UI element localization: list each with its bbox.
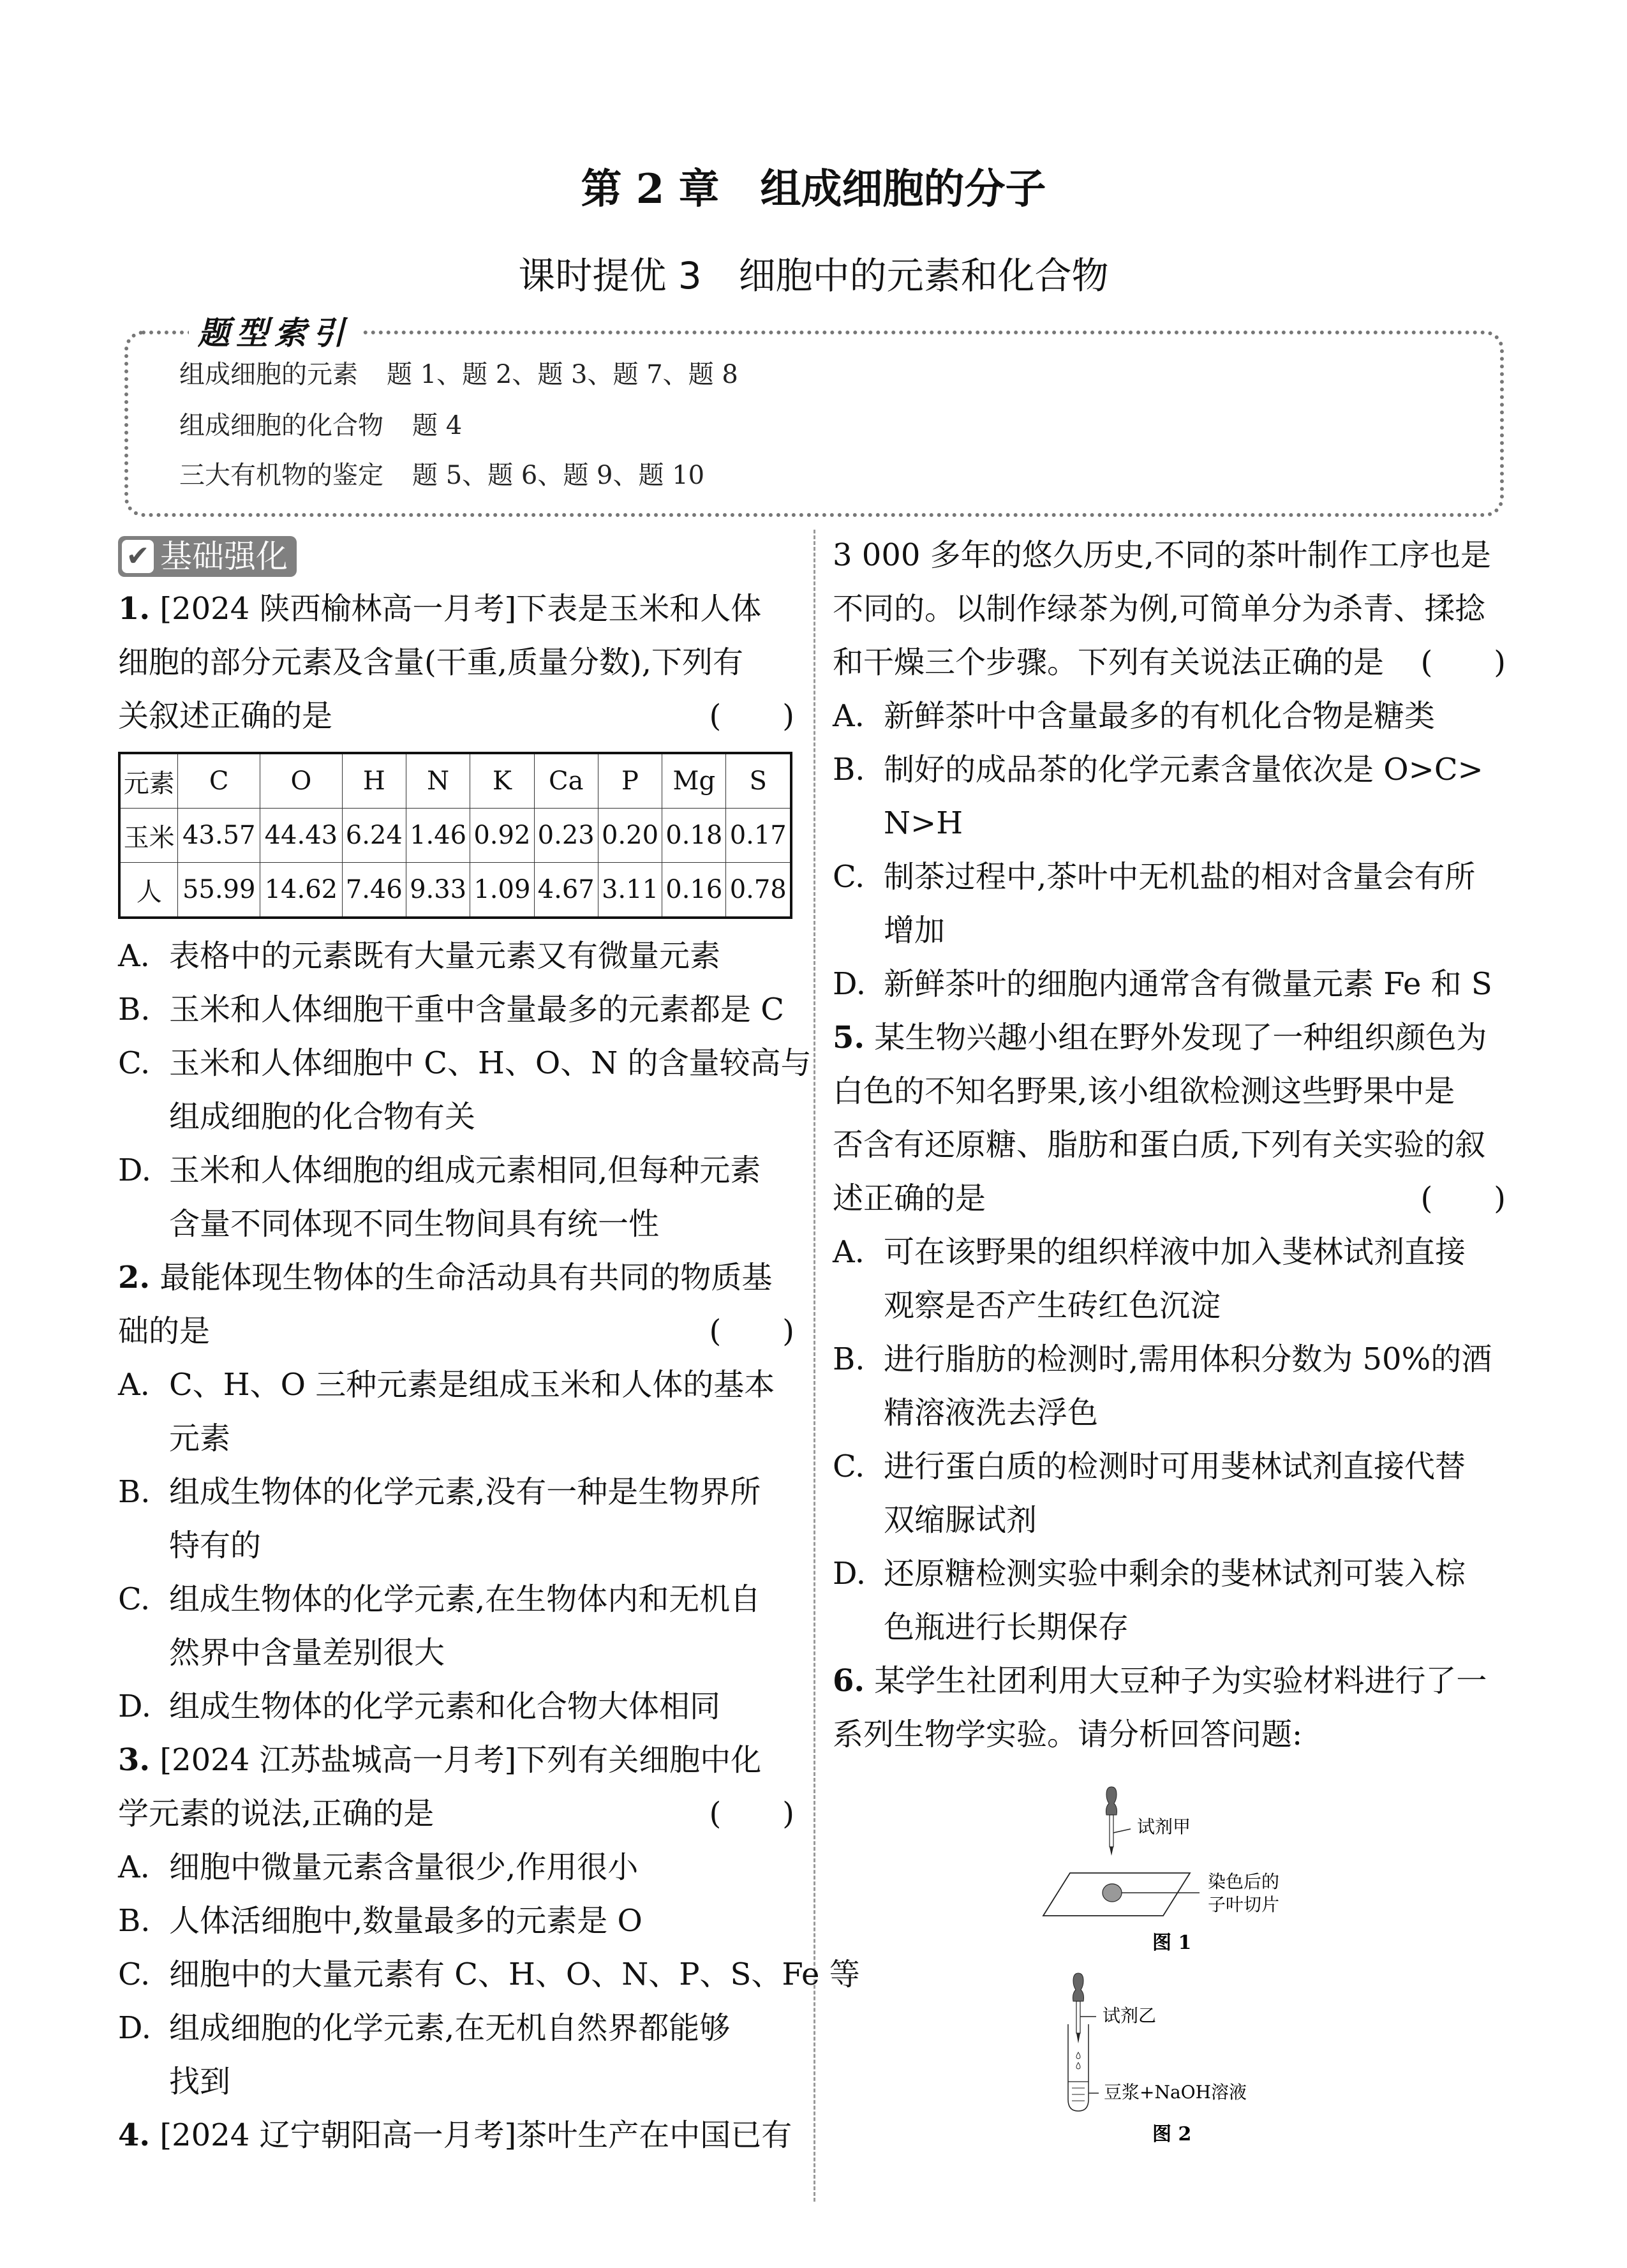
option-text: 人体活细胞中,数量最多的元素是 O (169, 1903, 643, 1939)
option-text: 组成生物体的化学元素,在生物体内和无机自 然界中含量差别很大 (169, 1581, 761, 1671)
table-cell: 人 (119, 863, 178, 918)
table-cell: 玉米 (119, 809, 178, 863)
right-column (833, 528, 1506, 1761)
index-topic: 组成细胞的化合物 (179, 411, 383, 440)
option-c (833, 1440, 1506, 1547)
experiment-figures (989, 1774, 1372, 2189)
option-b (118, 1465, 794, 1572)
table-cell: 0.23 (534, 809, 598, 863)
option-text: 制茶过程中,茶叶中无机盐的相对含量会有所 增加 (884, 859, 1476, 948)
lesson-title: 课时提优 3 细胞中的元素和化合物 (518, 254, 1109, 297)
answer-bracket: ( ) (709, 1787, 794, 1840)
option-b (833, 1332, 1506, 1440)
section-label: 基础强化 (160, 538, 288, 575)
option-label: D. (833, 966, 866, 1002)
table-row (119, 809, 791, 863)
question-stem: 3 000 多年的悠久历史,不同的茶叶制作工序也是 不同的。以制作绿茶为例,可简单分为杀青、揉捻 和干燥三个步骤。下列有关说法正确的是 (833, 537, 1491, 680)
option-text: 新鲜茶叶的细胞内通常含有微量元素 Fe 和 S (884, 966, 1492, 1002)
option-c (118, 1036, 812, 1144)
option-label: B. (833, 752, 865, 787)
fig1-slice-label-1: 染色后的 (1208, 1871, 1280, 1892)
option-d (833, 957, 1506, 1011)
answer-bracket: ( ) (709, 1304, 794, 1358)
option-d (118, 1144, 794, 1251)
option-text: 组成细胞的化学元素,在无机自然界都能够 找到 (169, 2010, 731, 2100)
table-cell: 0.78 (726, 863, 791, 918)
question-stem: 某生物兴趣小组在野外发现了一种组织颜色为 白色的不知名野果,该小组欲检测这些野果中是 否含有还原糖、脂肪和蛋白质,下列有关实验的叙 述正确的是 (833, 1020, 1487, 1216)
option-d (833, 1547, 1506, 1654)
option-label: B. (118, 992, 151, 1027)
table-cell: H (342, 753, 406, 809)
option-label: D. (118, 1153, 152, 1188)
index-topic: 三大有机物的鉴定 (179, 461, 383, 490)
table-cell: O (260, 753, 343, 809)
section-badge (118, 536, 297, 577)
table-cell: 0.16 (662, 863, 726, 918)
option-b (118, 983, 794, 1036)
fig2-reagent-label: 试剂乙 (1103, 2005, 1157, 2026)
option-label: C. (833, 859, 865, 895)
index-row (179, 359, 738, 391)
option-d (118, 2001, 794, 2108)
answer-bracket: ( ) (1421, 1172, 1506, 1225)
index-topic: 组成细胞的元素 (179, 360, 358, 389)
table-cell: 9.33 (406, 863, 470, 918)
question-stem: [2024 江苏盐城高一月考]下列有关细胞中化 学元素的说法,正确的是 (118, 1742, 762, 1832)
table-cell: 4.67 (534, 863, 598, 918)
question-4-continued (833, 528, 1506, 689)
option-text: 组成生物体的化学元素和化合物大体相同 (169, 1689, 721, 1724)
option-label: A. (833, 698, 865, 734)
index-title: 题型索引 (189, 308, 360, 354)
option-d (118, 1680, 794, 1733)
question-number: 1. (118, 591, 151, 627)
option-c (118, 1572, 794, 1680)
option-label: B. (118, 1903, 151, 1939)
table-cell: 43.57 (178, 809, 260, 863)
option-label: C. (833, 1449, 865, 1484)
option-a (118, 1358, 794, 1465)
drops-icon (1076, 2052, 1080, 2069)
option-text: 进行脂肪的检测时,需用体积分数为 50%的酒 精溶液洗去浮色 (884, 1341, 1492, 1431)
chapter-title: 第 2 章 组成细胞的分子 (581, 165, 1046, 213)
table-cell: 0.20 (598, 809, 662, 863)
fig1-slice-label-2: 子叶切片 (1208, 1894, 1280, 1915)
option-label: D. (833, 1556, 866, 1592)
option-text: 可在该野果的组织样液中加入斐林试剂直接 观察是否产生砖红色沉淀 (884, 1234, 1466, 1324)
option-label: B. (118, 1474, 151, 1510)
table-cell: 0.18 (662, 809, 726, 863)
table-cell: Mg (662, 753, 726, 809)
question-number: 4. (118, 2117, 151, 2153)
question-type-index (124, 314, 1504, 517)
table-cell: C (178, 753, 260, 809)
table-cell: 0.92 (470, 809, 534, 863)
option-text: 制好的成品茶的化学元素含量依次是 O>C> N>H (884, 752, 1483, 841)
index-row (179, 459, 704, 491)
check-icon: ✔ (122, 540, 154, 573)
table-cell: P (598, 753, 662, 809)
option-text: 细胞中微量元素含量很少,作用很小 (169, 1849, 639, 1885)
fig2-solution-label: 豆浆+NaOH溶液 (1104, 2082, 1247, 2103)
option-c (833, 850, 1506, 957)
option-c (118, 1948, 860, 2001)
option-text: 表格中的元素既有大量元素又有微量元素 (169, 938, 721, 974)
option-label: B. (833, 1341, 865, 1377)
index-items: 题 4 (412, 411, 463, 440)
option-text: 玉米和人体细胞的组成元素相同,但每种元素 含量不同体现不同生物间具有统一性 (169, 1153, 761, 1242)
fig2-caption: 图 2 (1152, 2123, 1192, 2145)
option-label: D. (118, 2010, 152, 2046)
question-5 (833, 1011, 1506, 1225)
option-text: 玉米和人体细胞干重中含量最多的元素都是 C (169, 992, 784, 1027)
index-row (179, 410, 462, 442)
liquid-hatching (1072, 2088, 1085, 2101)
table-row (119, 863, 791, 918)
fig1-caption: 图 1 (1152, 1932, 1192, 1954)
question-number: 3. (118, 1742, 151, 1778)
option-label: A. (118, 938, 150, 974)
option-label: C. (118, 1045, 151, 1081)
option-text: 还原糖检测实验中剩余的斐林试剂可装入棕 色瓶进行长期保存 (884, 1556, 1466, 1645)
question-number: 2. (118, 1260, 151, 1295)
option-text: 细胞中的大量元素有 C、H、O、N、P、S、Fe 等 (169, 1957, 860, 1992)
table-cell: Ca (534, 753, 598, 809)
table-header-row (119, 753, 791, 809)
question-number: 5. (833, 1020, 865, 1056)
answer-bracket: ( ) (709, 689, 794, 743)
index-items: 题 1、题 2、题 3、题 7、题 8 (387, 360, 738, 389)
option-a (118, 929, 794, 983)
left-column (118, 528, 860, 2162)
option-text: C、H、O 三种元素是组成玉米和人体的基本 元素 (169, 1367, 775, 1456)
option-a (833, 689, 1506, 743)
table-cell: 7.46 (342, 863, 406, 918)
table-cell: 6.24 (342, 809, 406, 863)
option-label: A. (118, 1367, 150, 1403)
fig1-reagent-label: 试剂甲 (1137, 1816, 1191, 1837)
answer-bracket: ( ) (1421, 636, 1506, 689)
table-cell: 3.11 (598, 863, 662, 918)
question-stem: [2024 陕西榆林高一月考]下表是玉米和人体 细胞的部分元素及含量(干重,质量分数),下列有 关叙述正确的是 (118, 591, 762, 734)
tissue-slice (1103, 1884, 1122, 1902)
option-label: C. (118, 1581, 151, 1617)
table-cell: 0.17 (726, 809, 791, 863)
option-label: A. (833, 1234, 865, 1270)
question-stem: 某学生社团利用大豆种子为实验材料进行了一 系列生物学实验。请分析回答问题: (833, 1663, 1487, 1752)
table-cell: N (406, 753, 470, 809)
table-cell: 1.09 (470, 863, 534, 918)
question-stem: [2024 辽宁朝阳高一月考]茶叶生产在中国已有 (160, 2117, 792, 2153)
leader-line (1113, 1829, 1131, 1833)
question-2 (118, 1251, 794, 1358)
option-a (833, 1225, 1506, 1332)
table-cell: 55.99 (178, 863, 260, 918)
table-cell: 元素 (119, 753, 178, 809)
table-cell: 44.43 (260, 809, 343, 863)
table-cell: S (726, 753, 791, 809)
option-b (833, 743, 1506, 850)
option-text: 新鲜茶叶中含量最多的有机化合物是糖类 (884, 698, 1436, 734)
option-text: 进行蛋白质的检测时可用斐林试剂直接代替 双缩脲试剂 (884, 1449, 1466, 1538)
question-4-start (118, 2108, 794, 2162)
question-number: 6. (833, 1663, 865, 1699)
question-3 (118, 1733, 794, 1840)
option-label: D. (118, 1689, 152, 1724)
option-label: C. (118, 1957, 151, 1992)
option-a (118, 1840, 794, 1894)
option-label: A. (118, 1849, 150, 1885)
dropper-icon (1106, 1787, 1117, 1856)
table-cell: K (470, 753, 534, 809)
question-stem: 最能体现生物体的生命活动具有共同的物质基 础的是 (118, 1260, 773, 1349)
table-cell: 14.62 (260, 863, 343, 918)
table-cell: 1.46 (406, 809, 470, 863)
question-6 (833, 1654, 1506, 1761)
dropper-icon (1073, 1973, 1084, 2043)
option-text: 玉米和人体细胞中 C、H、O、N 的含量较高与 组成细胞的化合物有关 (169, 1045, 812, 1135)
index-items: 题 5、题 6、题 9、题 10 (412, 461, 705, 490)
question-1 (118, 582, 794, 743)
option-text: 组成生物体的化学元素,没有一种是生物界所 特有的 (169, 1474, 761, 1563)
element-table (118, 752, 792, 919)
option-b (118, 1894, 794, 1948)
